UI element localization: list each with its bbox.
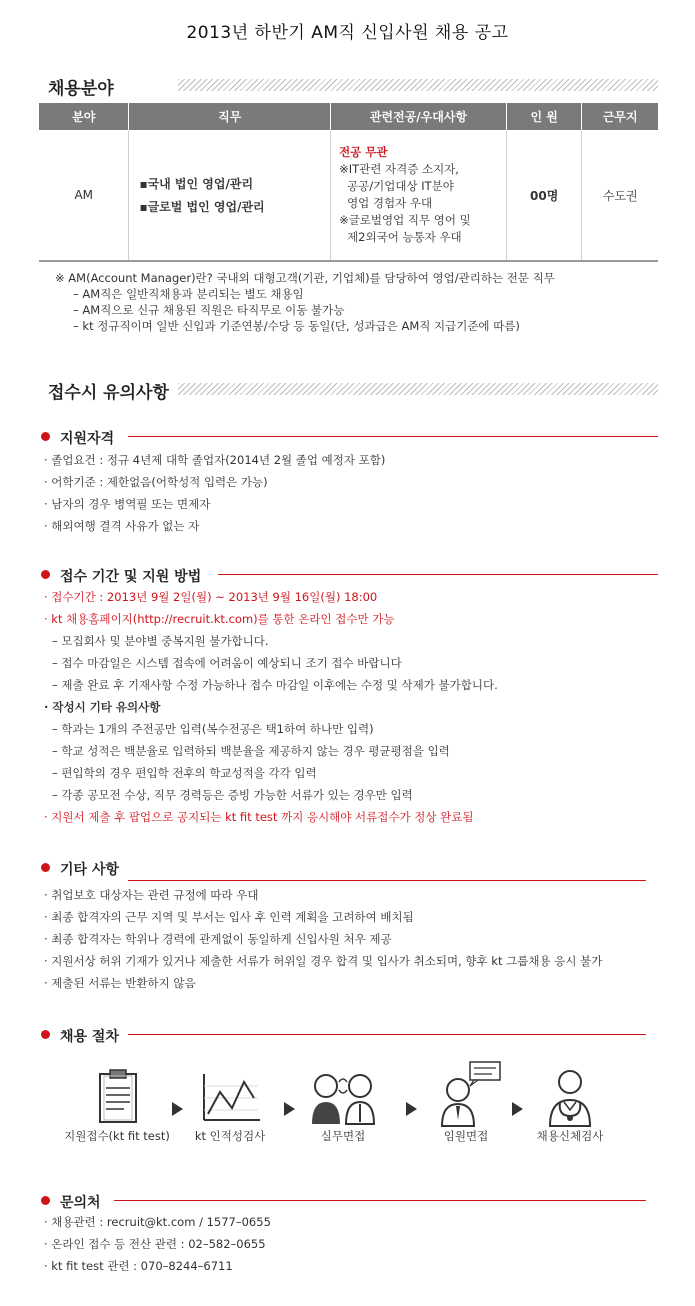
document-form-icon [92,1068,144,1128]
list-item: · 최종 합격자의 근무 지역 및 부서는 입사 후 인력 계획을 고려하여 배치됨 [44,910,414,924]
step-label: 임원면접 [443,1129,489,1143]
cell-location: 수도권 [582,130,658,261]
list-subitem: – 제출 완료 후 기재사항 수정 가능하나 접수 마감일 이후에는 수정 및 삭제가 불가합니다. [52,678,498,692]
recruitment-table [39,103,658,262]
duty-item: ▪글로벌 법인 영업/관리 [139,200,265,214]
qual-title: 전공 무관 [339,145,388,159]
list-subitem: – 접수 마감일은 시스템 접속에 어려움이 예상되니 조기 접수 바랍니다 [52,656,402,670]
bullet-dot [41,1196,50,1205]
contact-list [44,1211,684,1277]
contact-item: · kt fit test 관련 : 070–8244–6711 [44,1259,233,1273]
duty-item: ▪국내 법인 영업/관리 [139,177,254,191]
arrow-right-icon [172,1102,183,1116]
list-subitem: – 학교 성적은 백분율로 입력하되 백분율을 제공하지 않는 경우 평균평점을 입력 [52,744,450,758]
qual-line: ※IT관련 자격증 소지자, [339,162,459,176]
bullet-dot [41,432,50,441]
bullet-dot [41,1030,50,1039]
section-rule [128,880,646,881]
notes [55,270,675,334]
list-item-warning: · 지원서 제출 후 팝업으로 공지되는 kt fit test 까지 응시해야 서류접수가 정상 완료됨 [44,810,474,824]
header-location: 근무지 [582,103,658,130]
line-chart-icon [198,1070,262,1126]
cell-count: 00명 [506,130,582,261]
header-field: 분야 [39,103,129,130]
qualification-heading: 지원자격 [60,431,115,447]
list-item: · 어학기준 : 제한없음(어학성적 입력은 가능) [44,475,268,489]
list-item: · 제출된 서류는 반환하지 않음 [44,976,196,990]
list-subitem: – 편입학의 경우 편입학 전후의 학교성적을 각각 입력 [52,766,317,780]
etc-list [44,884,689,994]
step-label: 실무면접 [320,1129,366,1143]
list-item-period: · 접수기간 : 2013년 9월 2일(월) ~ 2013년 9월 16일(월) 18:00 [44,590,378,604]
list-item: · 해외여행 결격 사유가 없는 자 [44,519,200,533]
list-subitem: – 학과는 1개의 주전공만 입력(복수전공은 택1하여 하나만 입력) [52,722,374,736]
list-subitem: – 각종 공모전 수상, 직무 경력등은 증빙 가능한 서류가 있는 경우만 입력 [52,788,413,802]
qual-line: 영업 경험자 우대 [347,196,433,210]
cell-major [331,130,507,261]
apply-heading: 접수 기간 및 지원 방법 [60,569,202,585]
header-major: 관련전공/우대사항 [331,103,507,130]
step-label: 지원접수(kt fit test) [64,1129,170,1143]
arrow-right-icon [406,1102,417,1116]
bullet-dot [41,570,50,579]
section-rule [128,1034,646,1035]
note-line: ※ AM(Account Manager)란? 국내외 대형고객(기관, 기업체)를 담당하여 영업/관리하는 전문 직무 [55,271,555,285]
qual-line: ※글로벌영업 직무 영어 및 [339,213,471,227]
section-rule [128,436,658,437]
qual-line: 공공/기업대상 IT분야 [347,179,454,193]
contact-heading: 문의처 [60,1195,101,1211]
etc-heading: 기타 사항 [60,862,119,878]
note-line: – AM직은 일반직채용과 분리되는 별도 채용임 [73,287,304,301]
cell-duty [129,130,331,261]
note-line: – kt 정규직이며 일반 신입과 기준연봉/수당 등 동일(단, 성과급은 AM직 지급기준에 따름) [73,319,520,333]
header-duty: 직무 [129,103,331,130]
list-subitem: – 모집회사 및 분야별 중복지원 불가합니다. [52,634,269,648]
list-item: · 최종 합격자는 학위나 경력에 관계없이 동일하게 신입사원 처우 제공 [44,932,392,946]
qual-line: 제2외국어 능통자 우대 [347,230,462,244]
step-label: 채용신체검사 [536,1129,604,1143]
executive-interview-icon [436,1060,504,1128]
list-item-writing: · 작성시 기타 유의사항 [44,700,161,714]
doctor-stethoscope-icon [540,1066,600,1128]
list-item: · 남자의 경우 병역필 또는 면제자 [44,497,211,511]
recruit-heading: 채용분야 [48,79,114,99]
heading-hatch [178,383,658,395]
apply-list [44,586,689,828]
page-title: 2013년 하반기 AM직 신입사원 채용 공고 [186,23,509,43]
list-item: · 지원서상 허위 기재가 있거나 제출한 서류가 허위일 경우 합격 및 입사가 취소되며, 향후 kt 그룹채용 응시 불가 [44,954,603,968]
process-heading: 채용 절차 [60,1029,119,1045]
note-line: – AM직으로 신규 채용된 직원은 타직무로 이동 불가능 [73,303,345,317]
heading-hatch [178,79,658,91]
qualification-list [44,449,684,537]
contact-item: · 채용관련 : recruit@kt.com / 1577–0655 [44,1215,271,1229]
arrow-right-icon [512,1102,523,1116]
bullet-dot [41,863,50,872]
interview-people-icon [308,1068,378,1128]
cautions-heading: 접수시 유의사항 [48,383,169,403]
contact-item: · 온라인 접수 등 전산 관련 : 02–582–0655 [44,1237,266,1251]
list-item: · 취업보호 대상자는 관련 규정에 따라 우대 [44,888,259,902]
table-row [39,130,658,261]
arrow-right-icon [284,1102,295,1116]
header-count: 인 원 [506,103,582,130]
section-rule [114,1200,646,1201]
cell-field: AM [39,130,129,261]
section-rule [218,574,658,575]
list-item: · 졸업요건 : 정규 4년제 대학 졸업자(2014년 2월 졸업 예정자 포함) [44,453,386,467]
list-item-online: · kt 채용홈페이지(http://recruit.kt.com)를 통한 온라인 접수만 가능 [44,612,395,626]
step-label: kt 인적성검사 [194,1129,266,1143]
